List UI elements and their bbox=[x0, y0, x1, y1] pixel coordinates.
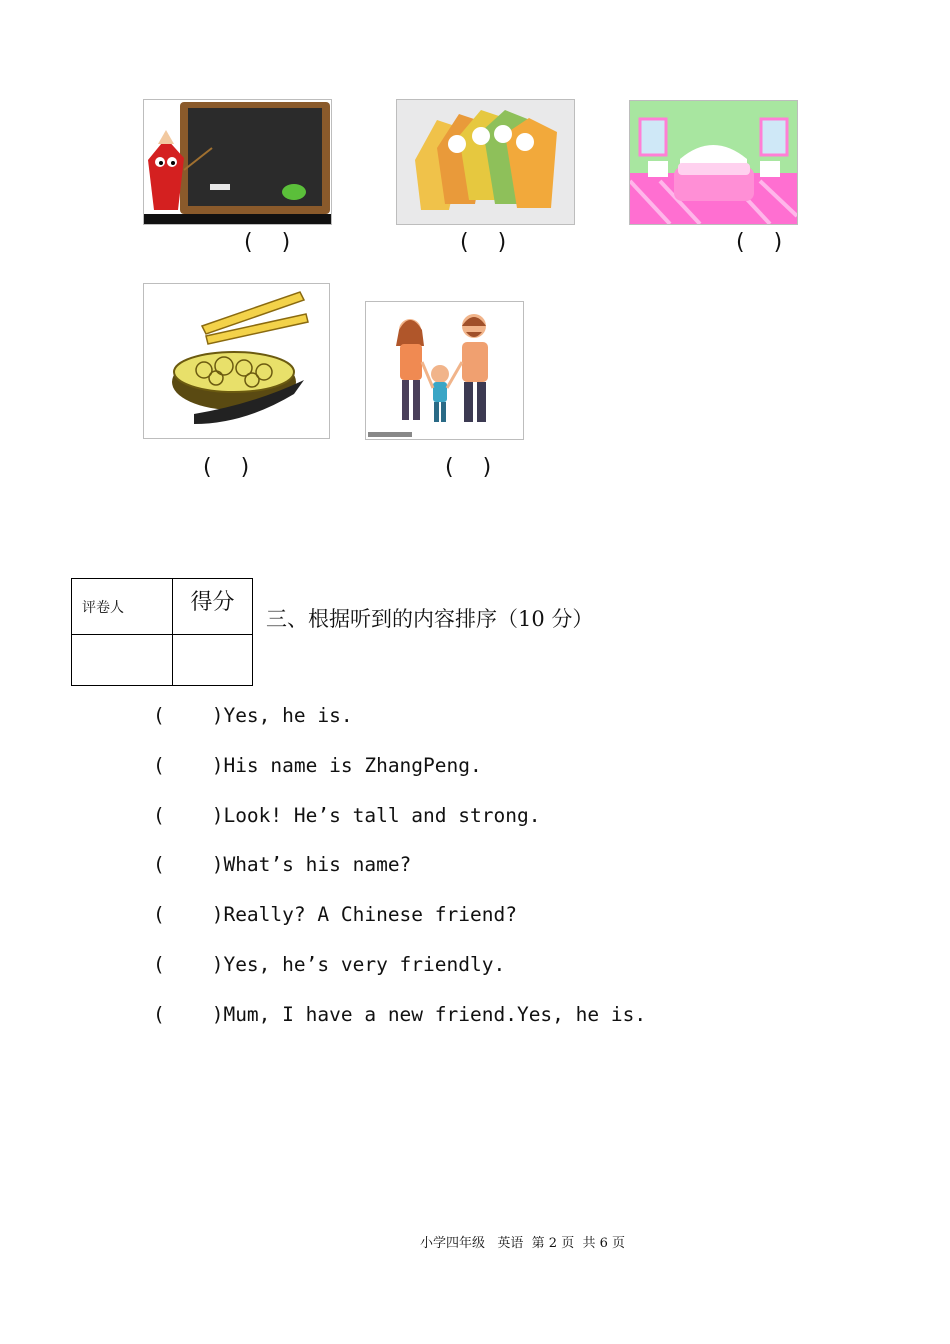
answer-blank[interactable]: ( ) bbox=[153, 853, 224, 877]
list-item bbox=[153, 1003, 646, 1053]
item-text: Really? A Chinese friend? bbox=[223, 903, 517, 927]
list-item bbox=[153, 754, 646, 804]
ordering-list bbox=[153, 704, 646, 1053]
item-text: Mum, I have a new friend.Yes, he is. bbox=[223, 1002, 647, 1026]
family-picture bbox=[365, 301, 524, 440]
page-footer: 小学四年级 英语 第 2 页 共 6 页 bbox=[420, 1236, 625, 1251]
list-item bbox=[153, 804, 646, 854]
bedroom-icon bbox=[630, 101, 797, 224]
reviewer-entry[interactable] bbox=[72, 635, 173, 686]
answer-blank[interactable]: ( ) bbox=[153, 704, 224, 727]
section-title: 三、根据听到的内容排序（10 分） bbox=[266, 607, 594, 631]
item-text: His name is ZhangPeng. bbox=[223, 753, 482, 777]
books-picture bbox=[396, 99, 575, 225]
item-text: Yes, he is. bbox=[223, 704, 353, 727]
answer-blank[interactable]: ( ) bbox=[153, 952, 224, 976]
answer-paren-1[interactable]: ( ) bbox=[244, 230, 293, 255]
answer-paren-5[interactable]: ( ) bbox=[445, 455, 494, 480]
list-item bbox=[153, 953, 646, 1003]
list-item bbox=[153, 853, 646, 903]
item-text: Yes, he’s very friendly. bbox=[223, 952, 506, 976]
score-entry[interactable] bbox=[173, 635, 253, 686]
noodles-picture bbox=[143, 283, 330, 439]
bedroom-picture bbox=[629, 100, 798, 225]
list-item bbox=[153, 903, 646, 953]
family-icon bbox=[366, 302, 523, 439]
answer-blank[interactable]: ( ) bbox=[153, 753, 224, 777]
answer-paren-3[interactable]: ( ) bbox=[736, 230, 785, 255]
answer-blank[interactable]: ( ) bbox=[153, 803, 224, 827]
list-item bbox=[153, 704, 646, 754]
item-text: What’s his name? bbox=[223, 853, 412, 877]
answer-paren-4[interactable]: ( ) bbox=[203, 455, 252, 480]
score-box bbox=[71, 578, 253, 686]
blackboard-picture bbox=[143, 99, 332, 225]
answer-paren-2[interactable]: ( ) bbox=[460, 230, 509, 255]
score-label: 得分 bbox=[173, 579, 253, 635]
answer-blank[interactable]: ( ) bbox=[153, 903, 224, 927]
answer-blank[interactable]: ( ) bbox=[153, 1002, 224, 1026]
reviewer-label: 评卷人 bbox=[72, 579, 173, 635]
english-books-icon bbox=[397, 100, 574, 224]
item-text: Look! He’s tall and strong. bbox=[223, 803, 541, 827]
blackboard-icon bbox=[144, 100, 331, 224]
noodles-chopsticks-icon bbox=[144, 284, 329, 438]
